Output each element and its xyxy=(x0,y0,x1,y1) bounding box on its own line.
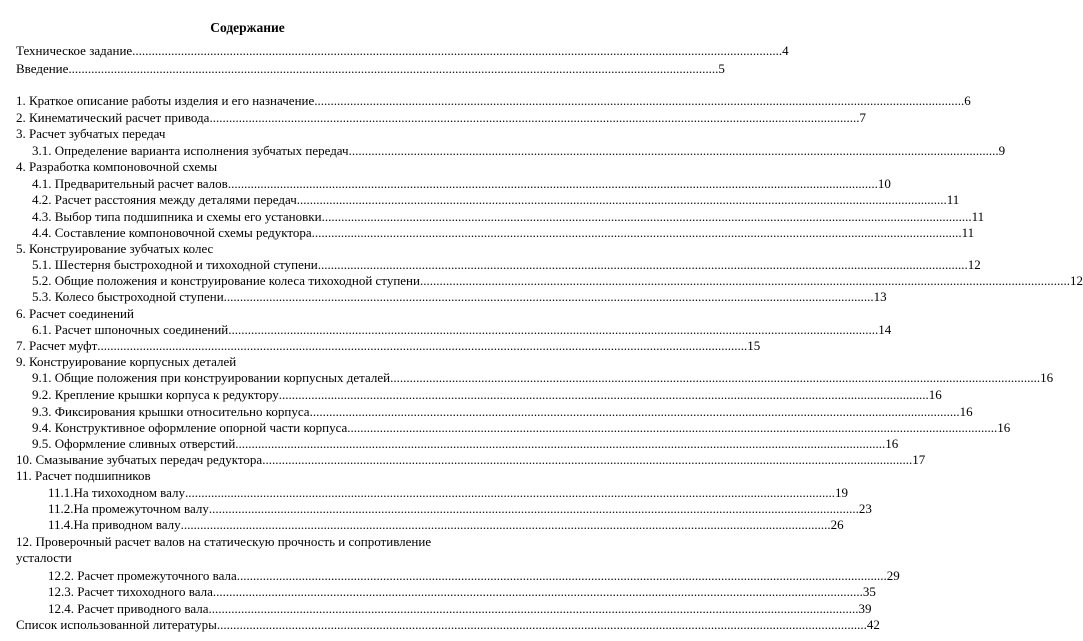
toc-entry xyxy=(32,224,975,241)
toc-entry xyxy=(32,369,1054,386)
toc-leader-dots: ........................................................................................................................................................................................................ xyxy=(216,617,867,632)
toc-entry-text: 4. Разработка компоновочной схемы xyxy=(16,159,218,174)
toc-entry-text: 11.1.На тихоходном валу xyxy=(48,485,186,500)
toc-entry-text: 12.3. Расчет тихоходного вала xyxy=(48,584,213,599)
toc-entry xyxy=(32,142,1006,159)
toc-entry-page: 42 xyxy=(866,617,880,632)
toc-leader-dots: ........................................................................................................................................................................................................ xyxy=(208,601,859,616)
toc-entry-text: 1. Краткое описание работы изделия и его назначение xyxy=(16,93,315,108)
toc-entry-page: 16 xyxy=(997,420,1011,435)
toc-entry-page: 16 xyxy=(928,387,942,402)
toc-entry-text: 5. Конструирование зубчатых колес xyxy=(16,241,214,256)
toc-entry xyxy=(16,109,866,126)
toc-entry xyxy=(32,191,960,208)
toc-entry xyxy=(48,567,900,584)
toc-entry-page: 13 xyxy=(873,289,887,304)
toc-entry-text: 12.2. Расчет промежуточного вала xyxy=(48,568,237,583)
toc-entry xyxy=(32,435,899,452)
toc-entry xyxy=(32,175,891,192)
toc-leader-dots: ........................................................................................................................................................................................................ xyxy=(185,485,836,500)
toc-entry-page: 14 xyxy=(878,322,892,337)
toc-leader-dots: ........................................................................................................................................................................................................ xyxy=(227,176,878,191)
toc-entry xyxy=(16,60,725,77)
toc-leader-dots: ........................................................................................................................................................................................................ xyxy=(347,420,998,435)
toc-leader-dots: ........................................................................................................................................................................................................ xyxy=(236,568,887,583)
toc-leader-dots: ........................................................................................................................................................................................................ xyxy=(321,209,972,224)
toc-section-heading xyxy=(16,533,484,550)
toc-entry-text: 12. Проверочный расчет валов на статическую прочность и сопротивление xyxy=(16,534,432,549)
toc-entry-text: 4.2. Расчет расстояния между деталями передач xyxy=(32,192,297,207)
toc-entry xyxy=(48,484,849,501)
toc-entry xyxy=(16,92,971,109)
toc-entry-text: 3.1. Определение варианта исполнения зубчатых передач xyxy=(32,143,349,158)
toc-entry-page: 23 xyxy=(858,501,872,516)
toc-entry-text: 9.2. Крепление крышки корпуса к редуктору xyxy=(32,387,279,402)
toc-entry-page: 39 xyxy=(858,601,872,616)
toc-entry xyxy=(48,600,872,617)
toc-section-heading xyxy=(16,240,484,257)
toc-entry-text: 11. Расчет подшипников xyxy=(16,468,151,483)
toc-entry-page: 7 xyxy=(859,110,866,125)
toc-entry-text: 9.5. Оформление сливных отверстий xyxy=(32,436,236,451)
toc-entry xyxy=(32,403,973,420)
toc-leader-dots: ........................................................................................................................................................................................................ xyxy=(262,452,913,467)
toc-entry-text: 5.1. Шестерня быстроходной и тихоходной ступени xyxy=(32,257,318,272)
toc-entry-text: 4.1. Предварительный расчет валов xyxy=(32,176,228,191)
toc-entry xyxy=(32,321,892,338)
toc-entry-page: 12 xyxy=(967,257,981,272)
toc-entry-text: 3. Расчет зубчатых передач xyxy=(16,126,166,141)
toc-leader-dots: ........................................................................................................................................................................................................ xyxy=(309,404,960,419)
toc-entry-text: Техническое задание xyxy=(16,43,133,58)
toc-entry-text: усталости xyxy=(16,550,72,565)
toc-entry-text: 12.4. Расчет приводного вала xyxy=(48,601,209,616)
toc-entry xyxy=(16,451,926,468)
toc-entry xyxy=(48,500,872,517)
toc-entry xyxy=(48,583,876,600)
toc-entry-page: 16 xyxy=(885,436,899,451)
toc-entry-text: 9. Конструирование корпусных деталей xyxy=(16,354,237,369)
toc-entry-page: 4 xyxy=(782,43,789,58)
toc-entry xyxy=(16,616,880,633)
toc-entry-page: 16 xyxy=(1040,370,1054,385)
toc-entry-page: 16 xyxy=(959,404,973,419)
toc-entry-page: 12 xyxy=(1069,273,1083,288)
toc-section-heading-continuation xyxy=(16,549,484,566)
toc-entry-text: 5.3. Колесо быстроходной ступени xyxy=(32,289,224,304)
toc-entry-page: 9 xyxy=(998,143,1006,158)
toc-leader-dots: ........................................................................................................................................................................................................ xyxy=(317,257,968,272)
toc-leader-dots: ........................................................................................................................................................................................................ xyxy=(296,192,947,207)
toc-leader-dots: ........................................................................................................................................................................................................ xyxy=(180,517,831,532)
toc-entry xyxy=(32,272,1083,289)
toc-entry-text: 9.1. Общие положения при конструировании корпусных деталей xyxy=(32,370,391,385)
toc-entry-text: Список использованной литературы xyxy=(16,617,217,632)
toc-entry xyxy=(16,42,789,59)
toc-leader-dots: ........................................................................................................................................................................................................ xyxy=(223,289,874,304)
toc-leader-dots: ........................................................................................................................................................................................................ xyxy=(209,110,860,125)
toc-entry-page: 29 xyxy=(886,568,900,583)
toc-entry-page: 11 xyxy=(971,209,985,224)
toc-entry-page: 17 xyxy=(912,452,926,467)
toc-title: Содержание xyxy=(210,20,285,35)
toc-leader-dots: ........................................................................................................................................................................................................ xyxy=(212,584,863,599)
toc-entry-page: 19 xyxy=(835,485,849,500)
toc-leader-dots: ........................................................................................................................................................................................................ xyxy=(419,273,1070,288)
toc-entry xyxy=(32,288,887,305)
toc-section-heading xyxy=(16,353,484,370)
toc-entry-page: 26 xyxy=(830,517,844,532)
toc-entry-text: 2. Кинематический расчет привода xyxy=(16,110,210,125)
toc-leader-dots: ........................................................................................................................................................................................................ xyxy=(132,43,783,58)
toc-entry-text: 6. Расчет соединений xyxy=(16,306,134,321)
toc-leader-dots: ........................................................................................................................................................................................................ xyxy=(97,338,748,353)
toc-leader-dots: ........................................................................................................................................................................................................ xyxy=(311,225,962,240)
toc-leader-dots: ........................................................................................................................................................................................................ xyxy=(235,436,886,451)
toc-entry xyxy=(32,208,985,225)
toc-entry-text: 10. Смазывание зубчатых передач редуктора xyxy=(16,452,263,467)
toc-entry-text: 6.1. Расчет шпоночных соединений xyxy=(32,322,229,337)
toc-leader-dots: ........................................................................................................................................................................................................ xyxy=(314,93,965,108)
toc-entry xyxy=(32,386,942,403)
toc-section-heading xyxy=(16,158,484,175)
toc-entry xyxy=(48,516,844,533)
toc-entry xyxy=(32,419,1011,436)
toc-entry-text: Введение xyxy=(16,61,69,76)
toc-leader-dots: ........................................................................................................................................................................................................ xyxy=(278,387,929,402)
toc-entry-text: 9.3. Фиксирования крышки относительно корпуса xyxy=(32,404,310,419)
toc-entry-text: 11.4.На приводном валу xyxy=(48,517,181,532)
toc-entry-text: 4.4. Составление компоновочной схемы редуктора xyxy=(32,225,312,240)
toc-entry-page: 10 xyxy=(877,176,891,191)
toc-entry-page: 6 xyxy=(964,93,971,108)
toc-entry xyxy=(32,256,981,273)
toc-entry-text: 9.4. Конструктивное оформление опорной части корпуса xyxy=(32,420,348,435)
toc-entry xyxy=(16,337,761,354)
toc-leader-dots: ........................................................................................................................................................................................................ xyxy=(390,370,1041,385)
toc-entry-text: 7. Расчет муфт xyxy=(16,338,98,353)
toc-leader-dots: ........................................................................................................................................................................................................ xyxy=(208,501,859,516)
toc-section-heading xyxy=(16,125,484,142)
toc-entry-page: 5 xyxy=(718,61,725,76)
toc-entry-page: 35 xyxy=(862,584,876,599)
toc-entry-page: 11 xyxy=(946,192,960,207)
toc-entry-text: 5.2. Общие положения и конструирование колеса тихоходной ступени xyxy=(32,273,420,288)
toc-leader-dots: ........................................................................................................................................................................................................ xyxy=(68,61,719,76)
toc-entry-page: 15 xyxy=(747,338,761,353)
toc-leader-dots: ........................................................................................................................................................................................................ xyxy=(228,322,879,337)
toc-entry-text: 11.2.На промежуточном валу xyxy=(48,501,209,516)
toc-entry-text: 4.3. Выбор типа подшипника и схемы его установки xyxy=(32,209,322,224)
toc-leader-dots: ........................................................................................................................................................................................................ xyxy=(348,143,999,158)
toc-section-heading xyxy=(16,305,484,322)
toc-section-heading xyxy=(16,467,484,484)
toc-entry-page: 11 xyxy=(961,225,975,240)
